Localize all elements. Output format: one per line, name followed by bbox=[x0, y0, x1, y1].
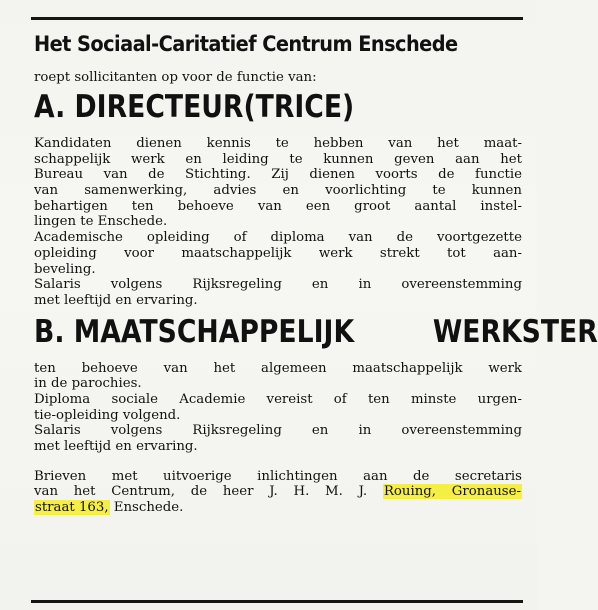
closing-line bbox=[34, 500, 522, 516]
body-line: opleiding voor maatschappelijk werk strekt tot aan- bbox=[34, 245, 522, 261]
closing-line: Brieven met uitvoerige inlichtingen aan de secretaris bbox=[34, 468, 522, 484]
body-line: tie-opleiding volgend. bbox=[34, 407, 181, 423]
highlighted-address: Rouing, Gronause- bbox=[383, 484, 521, 500]
heading-director: A. DIRECTEUR(TRICE) bbox=[34, 89, 355, 125]
body-line: Bureau van de Stichting. Zij dienen voorts de functie bbox=[34, 167, 522, 183]
body-line: van samenwerking, advies en voorlichting te kunnen bbox=[34, 183, 522, 199]
section-b-body bbox=[34, 361, 522, 455]
body-line: Kandidaten dienen kennis te hebben van het maat- bbox=[34, 136, 522, 151]
heading-social-worker bbox=[34, 313, 598, 355]
heading-social-worker-left: B. MAATSCHAPPELIJK bbox=[34, 313, 355, 350]
bottom-rule bbox=[31, 600, 523, 603]
body-line: lingen te Enschede. bbox=[34, 214, 168, 230]
intro-line: roept sollicitanten op voor de functie van: bbox=[34, 70, 317, 85]
closing-line-2-text: van het Centrum, de heer J. H. M. J. bbox=[34, 484, 383, 500]
heading-social-worker-right: WERKSTER bbox=[433, 313, 598, 350]
body-line: Salaris volgens Rijksregeling en in overeenstemming bbox=[34, 423, 522, 439]
body-line: met leeftijd en ervaring. bbox=[34, 292, 198, 308]
closing-line-3-text: Enschede. bbox=[109, 500, 184, 516]
body-line: schappelijk werk en leiding te kunnen geven aan het bbox=[34, 151, 522, 167]
body-line: in de parochies. bbox=[34, 376, 142, 392]
top-rule bbox=[31, 17, 523, 20]
closing-line bbox=[34, 484, 522, 500]
organization-title: Het Sociaal-Caritatief Centrum Enschede bbox=[34, 32, 458, 56]
body-line: Academische opleiding of diploma van de voortgezette bbox=[34, 230, 522, 246]
section-a-body bbox=[34, 136, 522, 309]
highlighted-address: straat 163, bbox=[35, 500, 109, 516]
body-line: behartigen ten behoeve van een groot aantal instel- bbox=[34, 198, 522, 214]
advertisement bbox=[34, 26, 598, 516]
body-line: Salaris volgens Rijksregeling en in overeenstemming bbox=[34, 277, 522, 293]
body-line: ten behoeve van het algemeen maatschappelijk werk bbox=[34, 360, 522, 376]
body-line: Diploma sociale Academie vereist of ten minste urgen- bbox=[34, 392, 522, 407]
body-line: beveling. bbox=[34, 261, 96, 277]
body-line: met leeftijd en ervaring. bbox=[34, 439, 198, 455]
closing-body bbox=[34, 469, 522, 516]
